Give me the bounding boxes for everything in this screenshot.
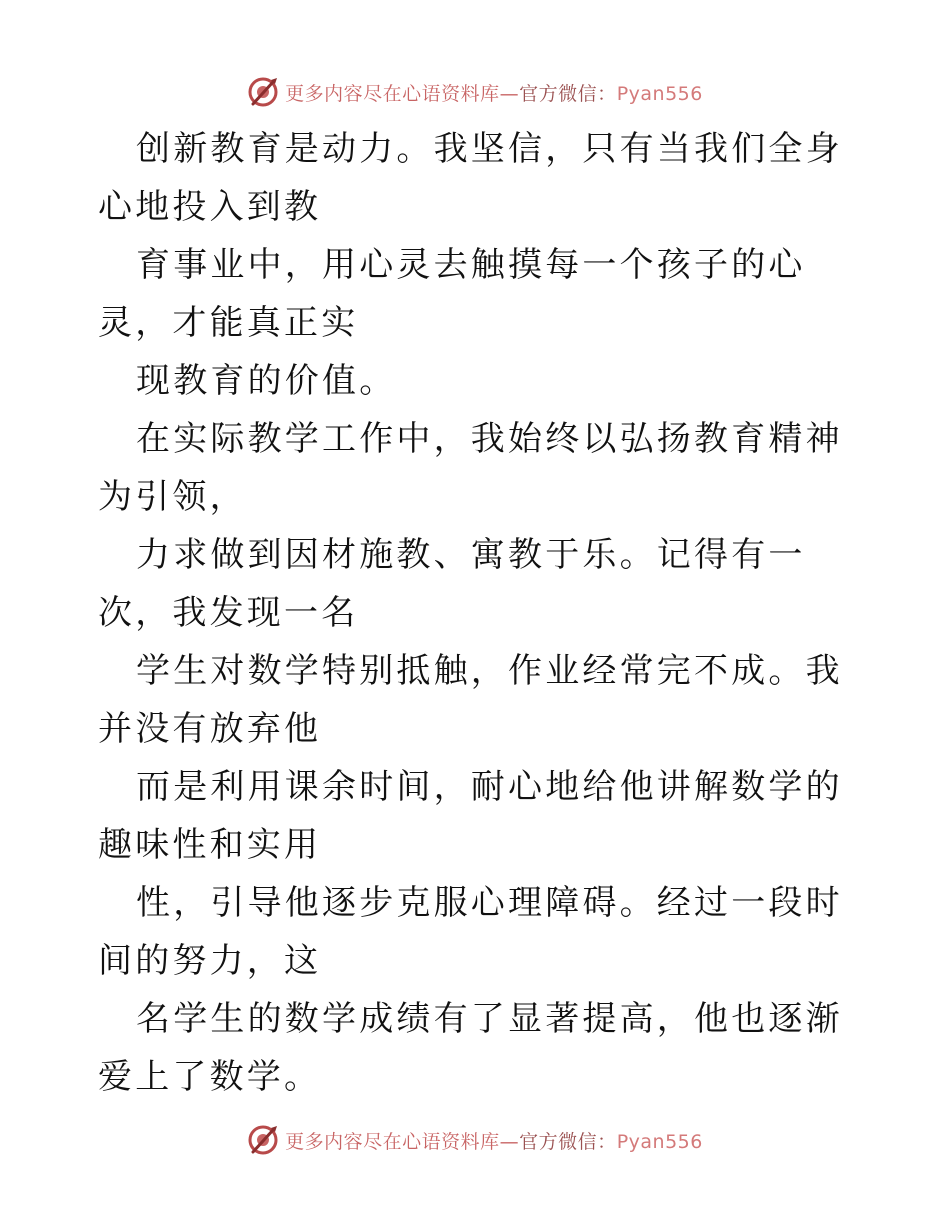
quill-seal-icon	[247, 76, 279, 108]
header-banner-main: 更多内容尽在心语资料库	[285, 82, 500, 105]
quill-seal-icon	[247, 1124, 279, 1156]
document-body	[98, 120, 858, 1106]
header-banner-wechat-id: Pyan556	[616, 82, 703, 105]
body-paragraph-9: 名学生的数学成绩有了显著提高，他也逐渐爱上了数学。	[98, 999, 843, 1097]
footer-banner-separator: —	[499, 1130, 520, 1153]
body-paragraph-7: 而是利用课余时间，耐心地给他讲解数学的趣味性和实用	[98, 767, 843, 865]
body-paragraph-6: 学生对数学特别抵触，作业经常完不成。我并没有放弃他	[98, 651, 843, 749]
footer-banner-main: 更多内容尽在心语资料库	[285, 1130, 500, 1153]
body-paragraph-5: 力求做到因材施教、寓教于乐。记得有一次，我发现一名	[98, 535, 806, 633]
body-paragraph-8: 性，引导他逐步克服心理障碍。经过一段时间的努力，这	[98, 883, 843, 981]
footer-banner	[0, 1120, 950, 1160]
body-paragraph-2: 育事业中，用心灵去触摸每一个孩子的心灵，才能真正实	[98, 245, 806, 343]
footer-banner-label: 官方微信：	[519, 1130, 617, 1153]
body-paragraph-1: 创新教育是动力。我坚信，只有当我们全身心地投入到教	[98, 129, 843, 227]
body-paragraph-3: 现教育的价值。	[136, 361, 397, 401]
header-banner-text	[285, 79, 703, 106]
body-paragraph-4: 在实际教学工作中，我始终以弘扬教育精神为引领，	[98, 419, 843, 517]
header-banner	[0, 72, 950, 112]
footer-banner-text	[285, 1127, 703, 1154]
footer-banner-wechat-id: Pyan556	[616, 1130, 703, 1153]
header-banner-separator: —	[499, 82, 520, 105]
header-banner-label: 官方微信：	[519, 82, 617, 105]
